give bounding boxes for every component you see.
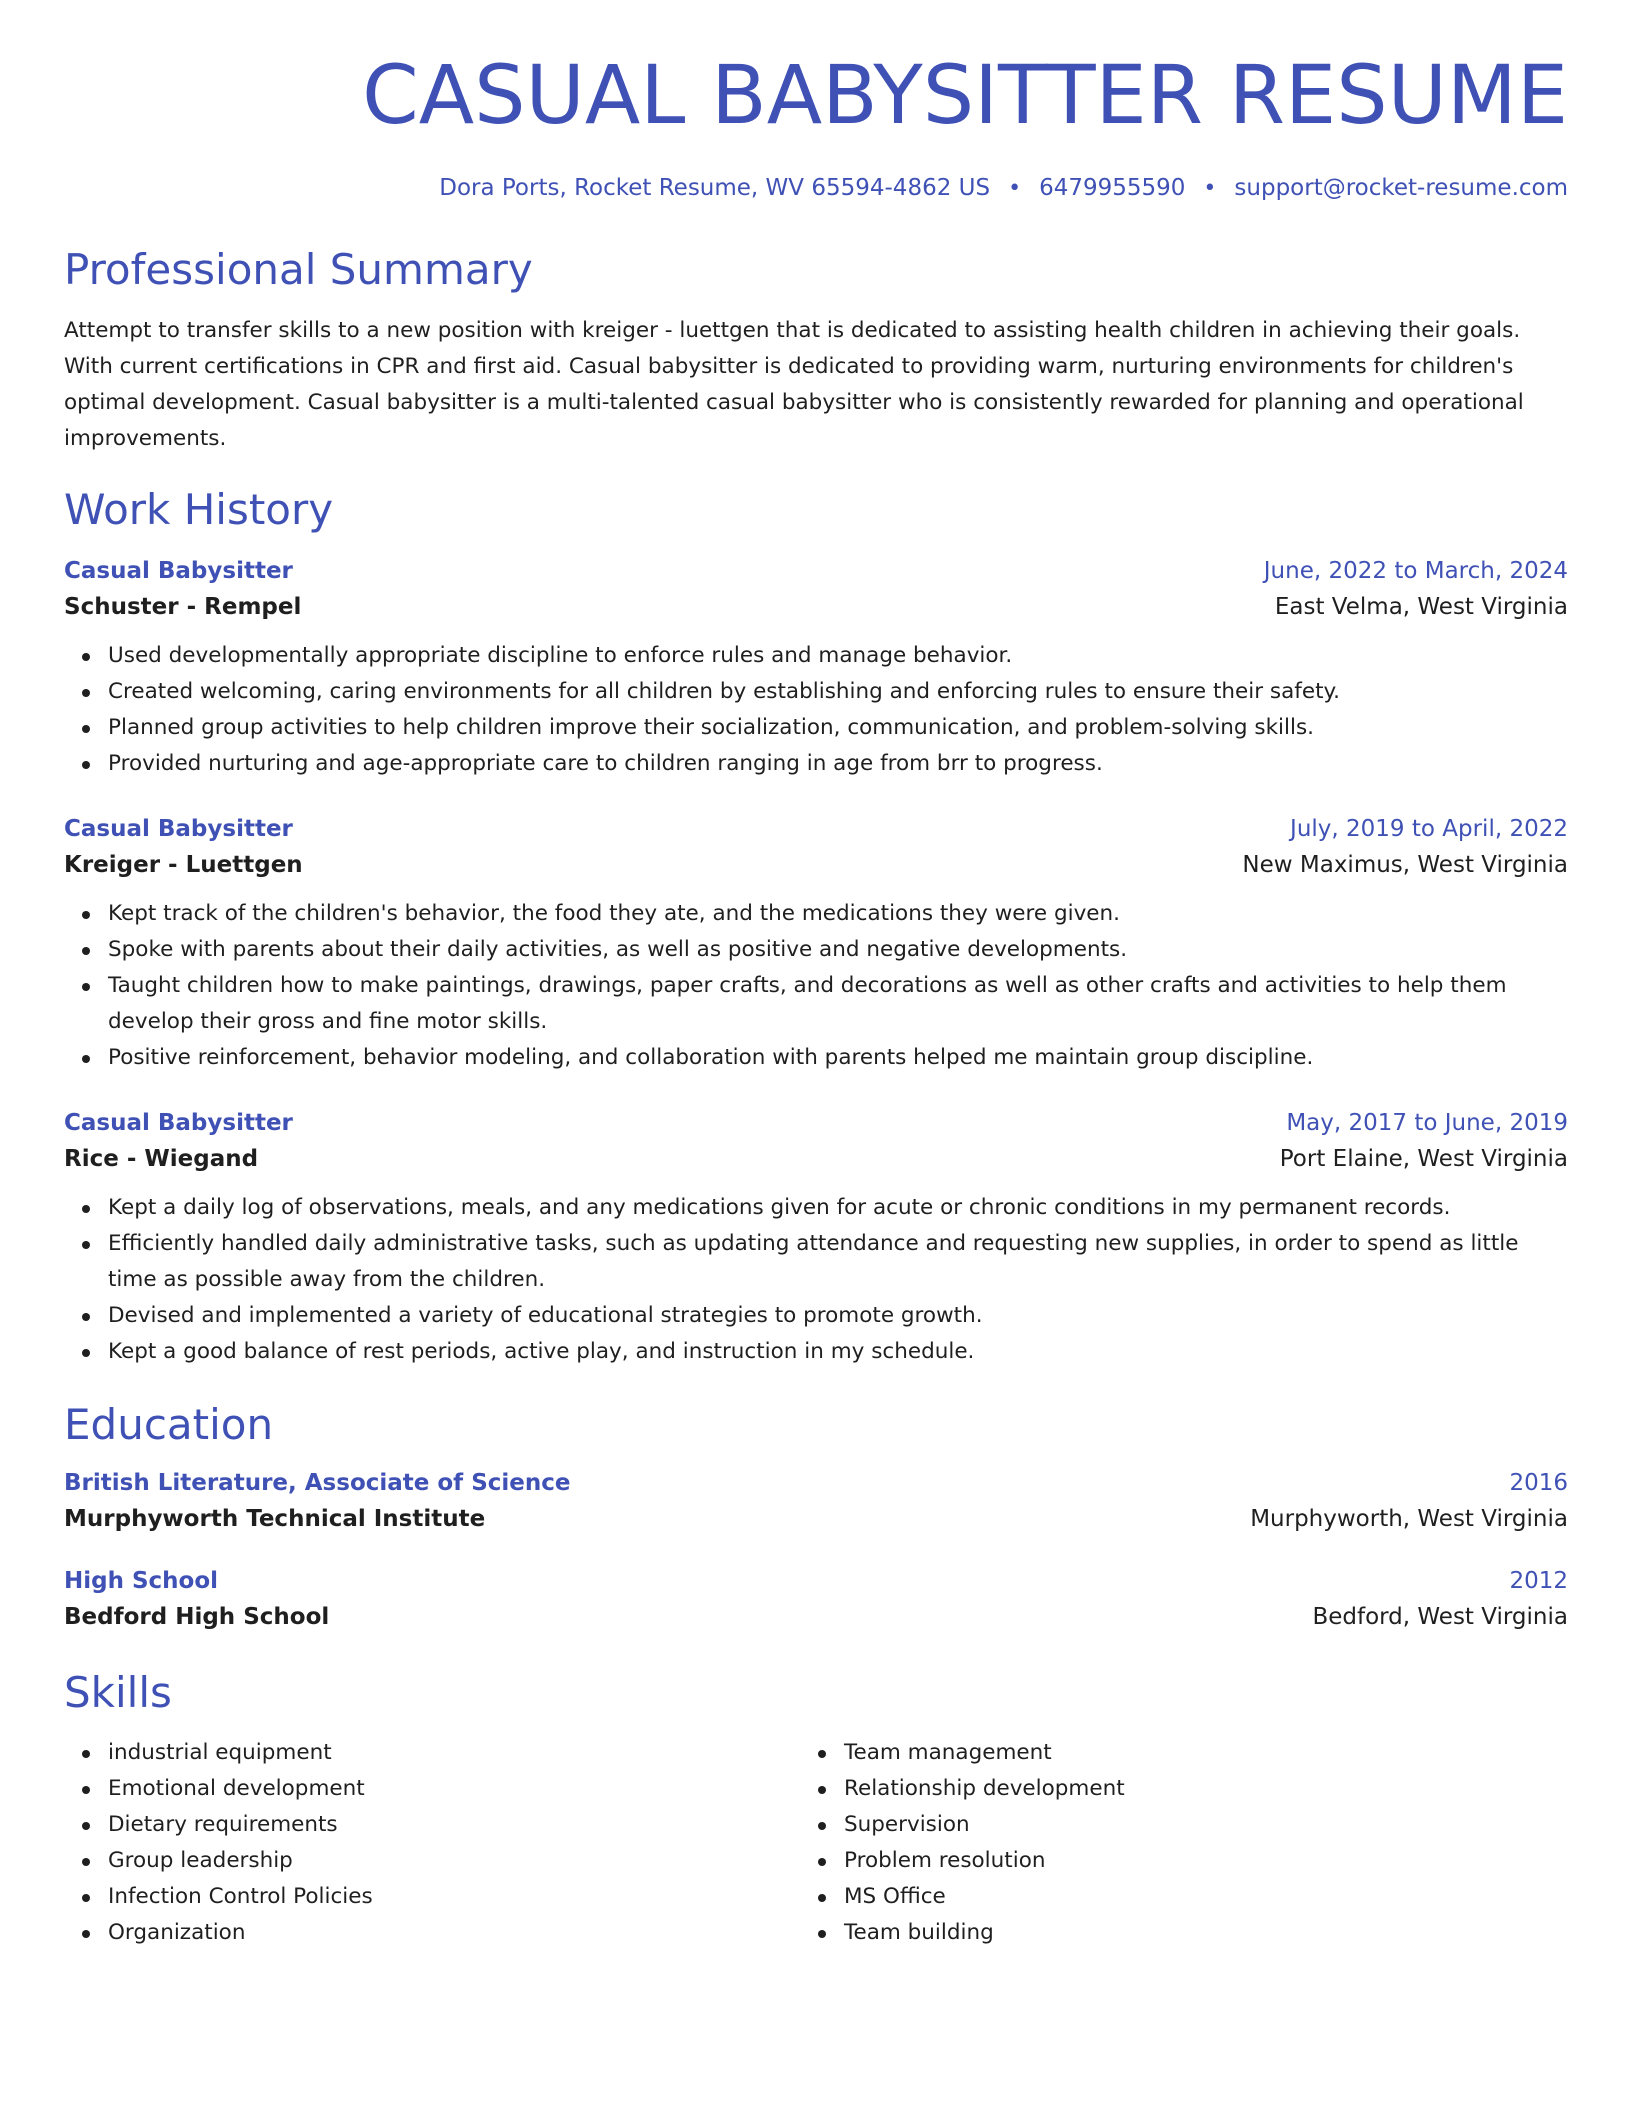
job-role: Casual Babysitter (64, 815, 293, 842)
contact-line (64, 175, 1568, 201)
summary-text: Attempt to transfer skills to a new position with kreiger - luettgen that is dedicated to assisting health children in achieving their goals. With current certifications in CPR and first aid. Casual babysitter is dedicated to providing warm, nurturing environments for children's optimal development. Casual babysitter is a multi-talented casual babysitter who is consistently rewarded for planning and operational improvements. (64, 318, 1524, 452)
job-employer: Schuster - Rempel (64, 593, 302, 620)
job-bullet: Kept a daily log of observations, meals, and any medications given for acute or chronic conditions in my permanent records. (108, 1190, 1568, 1226)
job-dates: May, 2017 to June, 2019 (1286, 1109, 1568, 1136)
education-location: Murphyworth, West Virginia (1250, 1506, 1568, 1533)
job-location: New Maximus, West Virginia (1242, 851, 1568, 878)
skills-grid (64, 1735, 1568, 1951)
job-dates: July, 2019 to April, 2022 (1290, 815, 1568, 842)
skill-item: Team management (844, 1735, 1536, 1771)
skill-item: Organization (108, 1915, 800, 1951)
job-bullet: Provided nurturing and age-appropriate care to children ranging in age from brr to progress. (108, 746, 1568, 782)
contact-address: Dora Ports, Rocket Resume, WV 65594-4862 US (439, 175, 991, 202)
skill-item: Emotional development (108, 1771, 800, 1807)
section-title-summary: Professional Summary (64, 245, 533, 295)
education-entry (64, 1568, 1568, 1630)
skills-list (64, 1735, 800, 1951)
skill-item: industrial equipment (108, 1735, 800, 1771)
job-bullet: Positive reinforcement, behavior modeling, and collaboration with parents helped me maintain group discipline. (108, 1040, 1568, 1076)
skill-item: Dietary requirements (108, 1807, 800, 1843)
job-entry (64, 558, 1568, 782)
job-entry (64, 1110, 1568, 1370)
job-header-row (64, 816, 1568, 842)
section-title-skills: Skills (64, 1668, 172, 1718)
contact-separator: • (1008, 175, 1022, 201)
job-location: Port Elaine, West Virginia (1279, 1145, 1568, 1172)
job-bullet: Kept track of the children's behavior, the food they ate, and the medications they were given. (108, 896, 1568, 932)
job-employer-row (64, 852, 1568, 878)
job-employer: Rice - Wiegand (64, 1145, 259, 1172)
job-header-row (64, 1110, 1568, 1136)
skills-list (800, 1735, 1536, 1951)
education-school: Bedford High School (64, 1604, 330, 1631)
job-employer-row (64, 1146, 1568, 1172)
education-year: 2016 (1509, 1470, 1568, 1497)
job-bullet: Planned group activities to help children improve their socialization, communication, and problem-solving skills. (108, 710, 1568, 746)
job-bullets (64, 1190, 1568, 1370)
job-employer-row (64, 594, 1568, 620)
contact-phone[interactable]: 6479955590 (1039, 175, 1186, 202)
skills-column-right (800, 1735, 1536, 1951)
job-dates: June, 2022 to March, 2024 (1263, 557, 1568, 584)
job-bullet: Efficiently handled daily administrative tasks, such as updating attendance and requesting new supplies, in order to spend as little time as possible away from the children. (108, 1226, 1568, 1298)
education-entry (64, 1470, 1568, 1532)
job-bullet: Taught children how to make paintings, drawings, paper crafts, and decorations as well as other crafts and activities to help them develop their gross and fine motor skills. (108, 968, 1568, 1040)
skill-item: Group leadership (108, 1843, 800, 1879)
job-bullets (64, 896, 1568, 1076)
job-bullet: Created welcoming, caring environments for all children by establishing and enforcing rules to ensure their safety. (108, 674, 1568, 710)
job-bullet: Used developmentally appropriate discipline to enforce rules and manage behavior. (108, 638, 1568, 674)
education-header-row (64, 1470, 1568, 1496)
skills-column-left (64, 1735, 800, 1951)
contact-email[interactable]: support@rocket-resume.com (1234, 175, 1568, 202)
job-role: Casual Babysitter (64, 557, 293, 584)
job-bullet: Devised and implemented a variety of educational strategies to promote growth. (108, 1298, 1568, 1334)
job-bullet: Kept a good balance of rest periods, active play, and instruction in my schedule. (108, 1334, 1568, 1370)
education-degree: High School (64, 1568, 219, 1595)
skill-item: Supervision (844, 1807, 1536, 1843)
education-degree: British Literature, Associate of Science (64, 1470, 571, 1497)
job-bullets (64, 638, 1568, 782)
job-header-row (64, 558, 1568, 584)
skill-item: Relationship development (844, 1771, 1536, 1807)
resume-header (64, 49, 1568, 202)
skill-item: Infection Control Policies (108, 1879, 800, 1915)
skill-item: Team building (844, 1915, 1536, 1951)
section-title-work-history: Work History (64, 485, 334, 535)
job-employer: Kreiger - Luettgen (64, 851, 303, 878)
education-school-row (64, 1506, 1568, 1532)
skill-item: Problem resolution (844, 1843, 1536, 1879)
job-entry (64, 816, 1568, 1076)
job-location: East Velma, West Virginia (1274, 593, 1568, 620)
education-school: Murphyworth Technical Institute (64, 1506, 486, 1533)
job-role: Casual Babysitter (64, 1109, 293, 1136)
page-title: CASUAL BABYSITTER RESUME (362, 49, 1568, 143)
education-year: 2012 (1509, 1568, 1568, 1595)
section-title-education: Education (64, 1399, 274, 1449)
skill-item: MS Office (844, 1879, 1536, 1915)
job-bullet: Spoke with parents about their daily activities, as well as positive and negative developments. (108, 932, 1568, 968)
contact-separator: • (1203, 175, 1217, 201)
education-location: Bedford, West Virginia (1312, 1604, 1568, 1631)
education-school-row (64, 1604, 1568, 1630)
education-header-row (64, 1568, 1568, 1594)
